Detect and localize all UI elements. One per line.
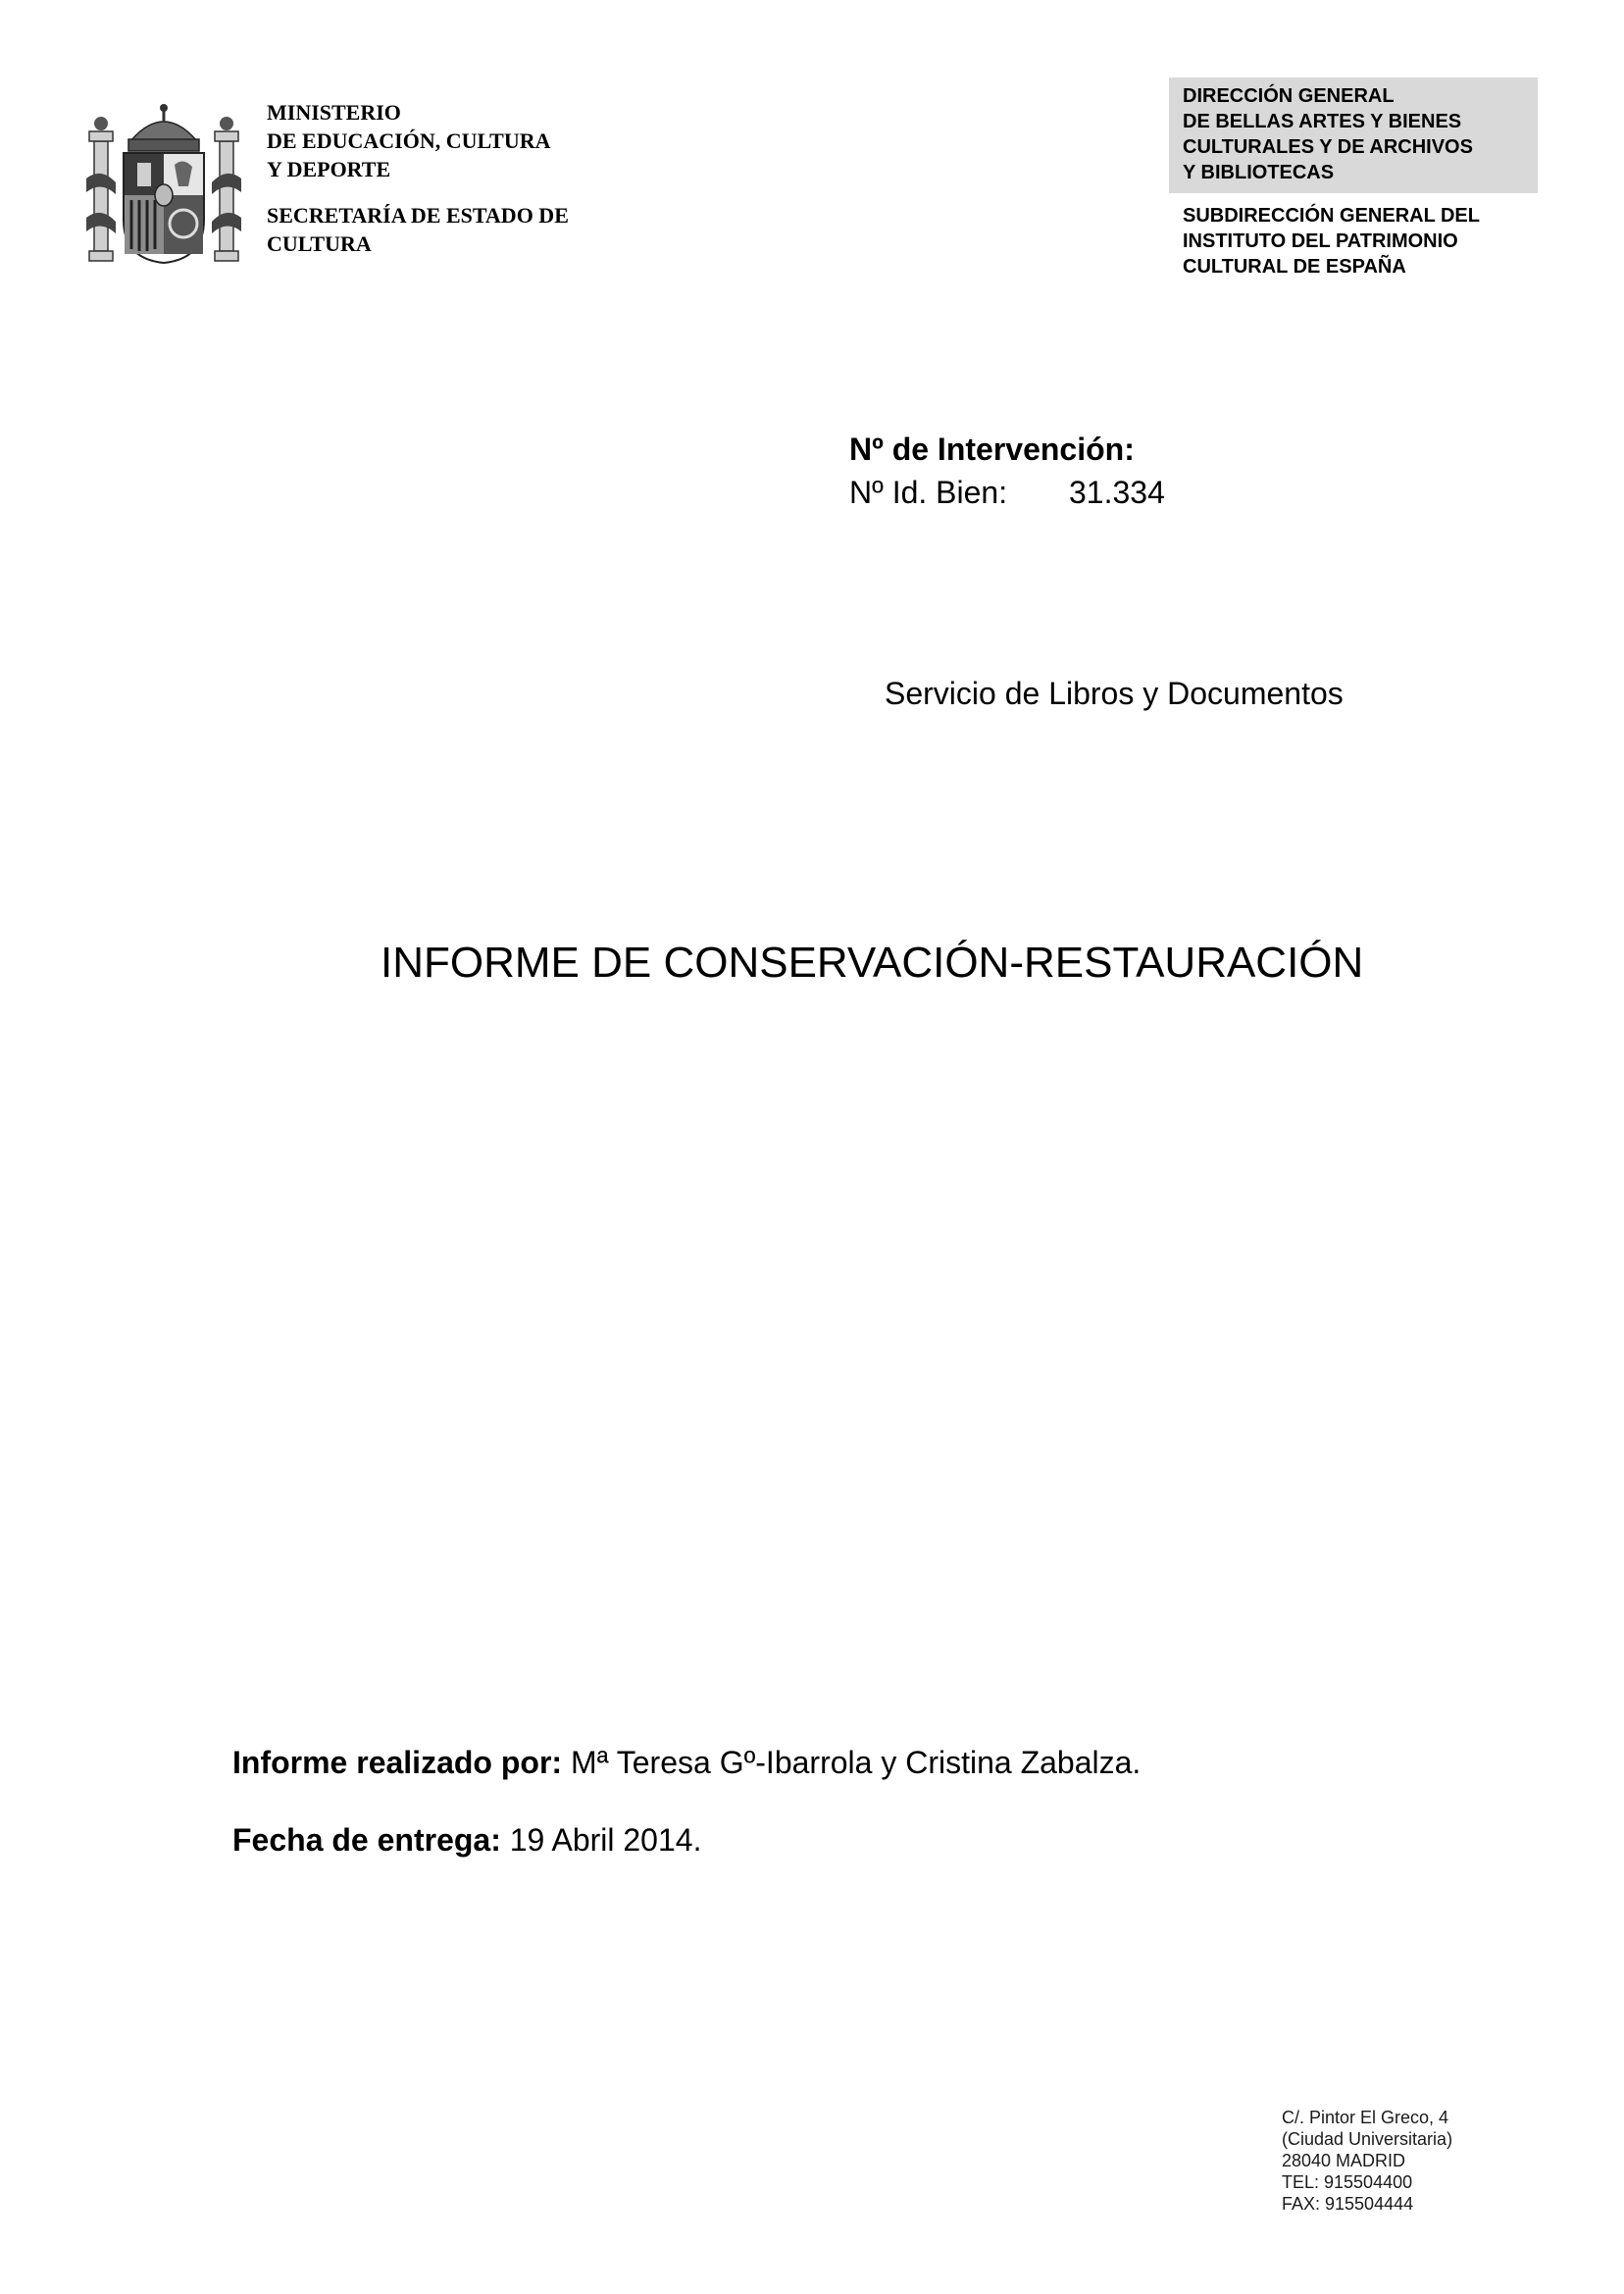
- author-value: Mª Teresa Gº-Ibarrola y Cristina Zabalza.: [562, 1745, 1142, 1780]
- address-street: C/. Pintor El Greco, 4: [1282, 2108, 1449, 2127]
- direccion-line-3: CULTURALES Y DE ARCHIVOS: [1183, 136, 1473, 158]
- address-fax: FAX: 915504444: [1282, 2194, 1414, 2214]
- secretaria-name: [267, 201, 569, 258]
- bien-id-value: 31.334: [1069, 475, 1165, 510]
- author-label: Informe realizado por:: [232, 1745, 563, 1780]
- address-phone: TEL: 915504400: [1282, 2172, 1413, 2192]
- secretaria-line-1: SECRETARÍA DE ESTADO DE: [267, 203, 569, 228]
- subdireccion-line-2: INSTITUTO DEL PATRIMONIO: [1183, 230, 1458, 252]
- subdireccion-name: [1183, 203, 1480, 280]
- address-district: (Ciudad Universitaria): [1282, 2129, 1453, 2149]
- ministry-line-3: Y DEPORTE: [267, 157, 391, 181]
- secretaria-line-2: CULTURA: [267, 231, 372, 256]
- coat-of-arms-icon: [86, 102, 241, 265]
- direccion-line-1: DIRECCIÓN GENERAL: [1183, 85, 1395, 107]
- subdireccion-line-1: SUBDIRECCIÓN GENERAL DEL: [1183, 205, 1480, 227]
- direccion-line-2: DE BELLAS ARTES Y BIENES: [1183, 111, 1462, 132]
- address-city: 28040 MADRID: [1282, 2151, 1406, 2170]
- report-author-line: [232, 1745, 1141, 1781]
- report-title: INFORME DE CONSERVACIÓN-RESTAURACIÓN: [381, 939, 1364, 987]
- direccion-line-4: Y BIBLIOTECAS: [1183, 162, 1335, 183]
- subdireccion-line-3: CULTURAL DE ESPAÑA: [1183, 256, 1406, 278]
- direccion-general-box: [1169, 77, 1538, 193]
- intervention-label: Nº de Intervención:: [849, 432, 1135, 467]
- ministry-name: [267, 98, 551, 183]
- ministry-line-2: DE EDUCACIÓN, CULTURA: [267, 128, 551, 153]
- report-date-line: [232, 1822, 701, 1859]
- postal-address: [1282, 2107, 1452, 2215]
- date-label: Fecha de entrega:: [232, 1822, 501, 1858]
- ministry-line-1: MINISTERIO: [267, 100, 401, 125]
- service-name: Servicio de Libros y Documentos: [885, 676, 1344, 711]
- date-value: 19 Abril 2014.: [500, 1822, 702, 1858]
- bien-id-label: Nº Id. Bien:: [849, 475, 1008, 510]
